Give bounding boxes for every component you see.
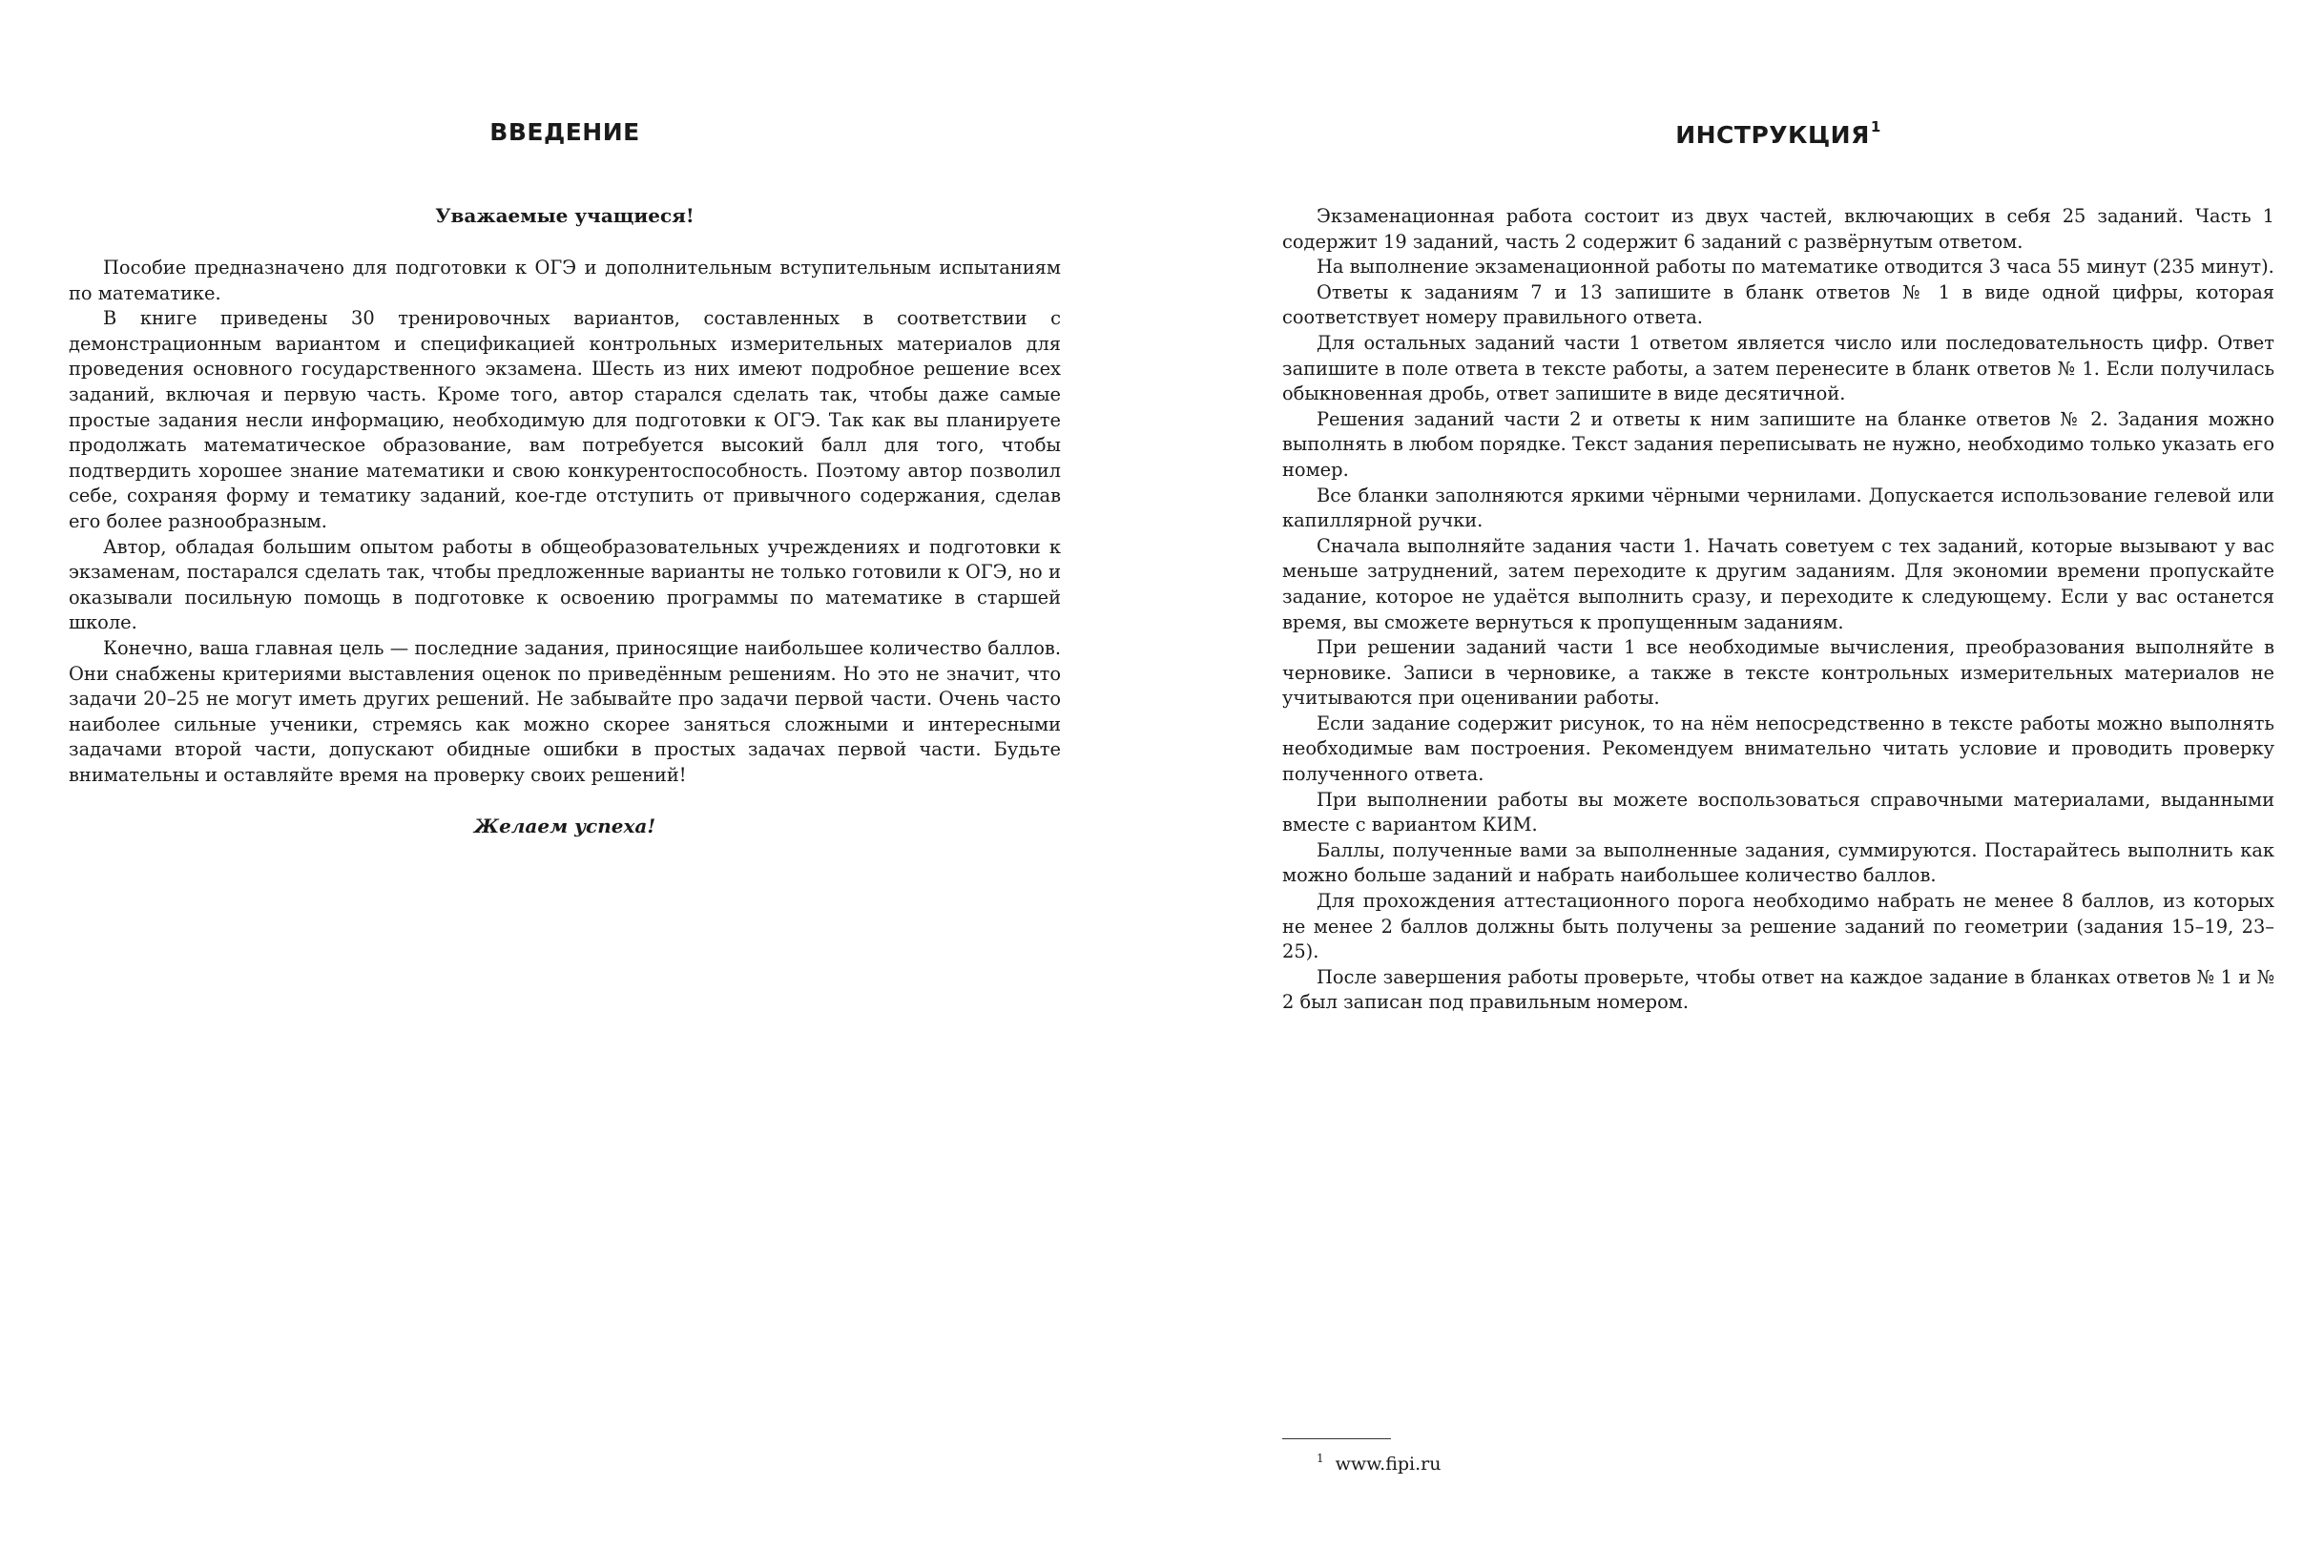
paragraph: Конечно, ваша главная цель — последние задания, приносящие наибольшее количество баллов. Они снабжены критериями выставления оценок по приведённым решениям. Но это не значит, что задачи 20–25 не могут иметь других решений. Не забывайте про задачи первой части. Очень часто наиболее сильные ученики, стремясь как можно скорее заняться сложными и интересными задачами второй части, допускают обидные ошибки в простых задачах первой части. Будьте внимательны и оставляйте время на проверку своих решений!	[69, 636, 1061, 786]
footnote	[1317, 1452, 1442, 1475]
paragraph: Если задание содержит рисунок, то на нём непосредственно в тексте работы можно выполнять необходимые вам построения. Рекомендуем внимательно читать условие и проводить проверку полученного ответа.	[1282, 712, 2274, 786]
right-page	[1282, 0, 2274, 1568]
footnote-link[interactable]: www.fipi.ru	[1335, 1454, 1442, 1475]
paragraph: Баллы, полученные вами за выполненные задания, суммируются. Постарайтесь выполнить как можно больше заданий и набрать наибольшее количество баллов.	[1282, 838, 2274, 887]
instruction-body	[1282, 204, 2274, 1016]
paragraph: Ответы к заданиям 7 и 13 запишите в бланк ответов № 1 в виде одной цифры, которая соответствует номеру правильного ответа.	[1282, 280, 2274, 329]
page-title-introduction	[69, 118, 1061, 146]
paragraph: При выполнении работы вы можете воспользоваться справочными материалами, выданными вместе с вариантом КИМ.	[1282, 788, 2274, 836]
left-page	[69, 0, 1061, 1568]
paragraph: После завершения работы проверьте, чтобы ответ на каждое задание в бланках ответов № 1 и № 2 был записан под правильным номером.	[1282, 965, 2274, 1014]
paragraph: При решении заданий части 1 все необходимые вычисления, преобразования выполняйте в черновике. Записи в черновике, а также в тексте контрольных измерительных материалов не учитываются при оценивании работы.	[1282, 636, 2274, 710]
footnote-divider	[1282, 1438, 1391, 1439]
paragraph: На выполнение экзаменационной работы по математике отводится 3 часа 55 минут (235 минут).	[1317, 256, 2274, 279]
paragraph: В книге приведены 30 тренировочных вариантов, составленных в соответствии с демонстрационным вариантом и спецификацией контрольных измерительных материалов для проведения основного государственного экзамена. Шесть из них имеют подробное решение всех заданий, включая и первую часть. Кроме того, автор старался сделать так, чтобы даже самые простые задания несли информацию, необходимую для подготовки к ОГЭ. Так как вы планируете продолжать математическое образование, вам потребуется высокий балл для того, чтобы подтвердить хорошее знание математики и свою конкурентоспособность. Поэтому автор позволил себе, сохраняя форму и тематику заданий, кое-где отступить от привычного содержания, сделав его более разнообразным.	[69, 307, 1061, 532]
paragraph: Экзаменационная работа состоит из двух частей, включающих в себя 25 заданий. Часть 1 содержит 19 заданий, часть 2 содержит 6 заданий с развёрнутым ответом.	[1282, 205, 2274, 253]
paragraph: Автор, обладая большим опытом работы в общеобразовательных учреждениях и подготовки к экзаменам, постарался сделать так, чтобы предложенные варианты не только готовили к ОГЭ, но и оказывали посильную помощь в подготовке к освоению программы по математике в старшей школе.	[69, 535, 1061, 634]
paragraph: Для остальных заданий части 1 ответом является число или последовательность цифр. Ответ запишите в поле ответа в тексте работы, а затем перенесите в бланк ответов № 1. Если получилась обыкновенная дробь, ответ запишите в виде десятичной.	[1282, 331, 2274, 405]
paragraph: Для прохождения аттестационного порога необходимо набрать не менее 8 баллов, из которых не менее 2 баллов должны быть получены за решение заданий по геометрии (задания 15–19, 23–25).	[1282, 890, 2274, 963]
introduction-title-text: ВВЕДЕНИЕ	[489, 118, 640, 146]
paragraph: Пособие предназначено для подготовки к ОГЭ и дополнительным вступительным испытаниям по математике.	[69, 257, 1061, 304]
paragraph: Сначала выполняйте задания части 1. Начать советуем с тех заданий, которые вызывают у вас меньше затруднений, затем переходите к другим заданиям. Для экономии времени пропускайте задание, которое не удаётся выполнить сразу, и переходите к следующему. Если у вас останется время, вы сможете вернуться к пропущенным заданиям.	[1282, 534, 2274, 633]
introduction-body	[69, 256, 1061, 788]
closing-wish: Желаем успеха!	[473, 815, 656, 837]
paragraph: Все бланки заполняются яркими чёрными чернилами. Допускается использование гелевой или капиллярной ручки.	[1282, 484, 2274, 532]
instruction-title-text: ИНСТРУКЦИЯ	[1675, 121, 1870, 149]
salutation: Уважаемые учащиеся!	[435, 204, 695, 227]
footnote-mark: 1	[1317, 1452, 1324, 1465]
paragraph: Решения заданий части 2 и ответы к ним запишите на бланке ответов № 2. Задания можно выполнять в любом порядке. Текст задания переписывать не нужно, необходимо только указать его номер.	[1282, 407, 2274, 481]
page-title-instruction	[1282, 118, 2274, 149]
title-footnote-mark: 1	[1870, 118, 1881, 135]
